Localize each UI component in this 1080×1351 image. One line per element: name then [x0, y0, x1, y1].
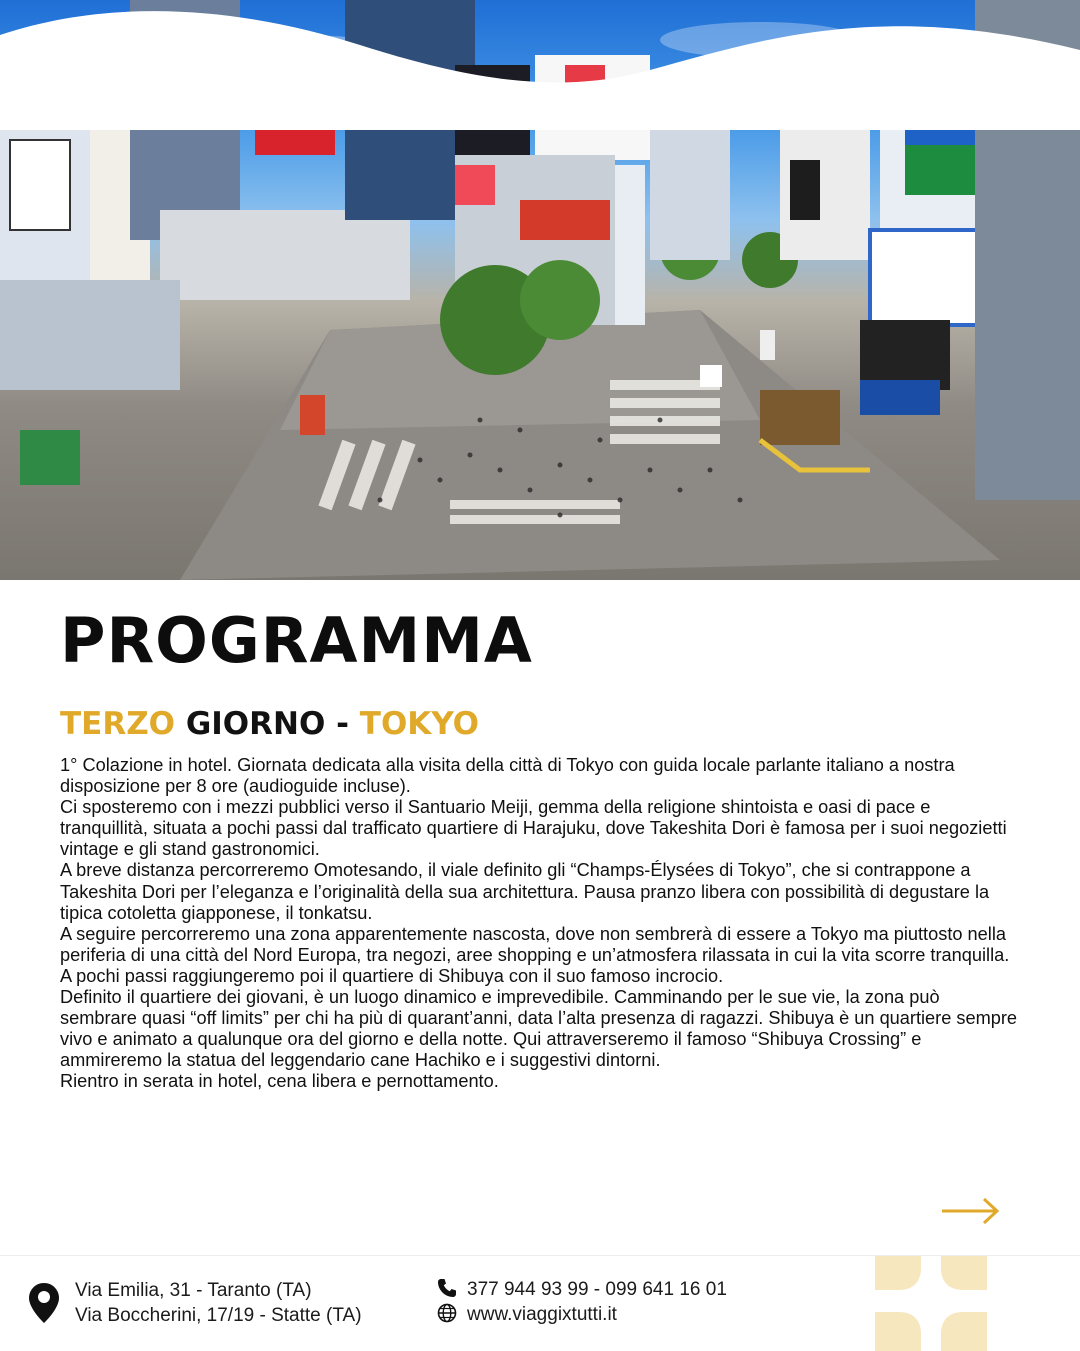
- day-city: TOKYO: [359, 706, 480, 742]
- arrow-right-icon: [940, 1192, 1002, 1230]
- address-block: [75, 1278, 362, 1328]
- program-paragraph: Ci sposteremo con i mezzi pubblici verso il Santuario Meiji, gemma della religione shintoista e oasi di pace e tranquillità, situata a pochi passi dal trafficato quartiere di Harajuku, dove Takeshita Dori è famosa per i suoi negozietti vintage e gli stand gastronomici.: [60, 797, 1007, 860]
- brand-logo-icon: [875, 1256, 987, 1351]
- program-paragraph: A seguire percorreremo una zona apparentemente nascosta, dove non sembrerà di essere a Tokyo ma piuttosto nella periferia di una città del Nord Europa, tra negozi, aree shopping e un’atmosfera rilassata in cui la vita scorre tranquilla. A pochi passi raggiungeremo poi il quartiere di Shibuya con il suo famoso incrocio.: [60, 923, 1010, 986]
- day-heading: [60, 706, 479, 742]
- globe-icon: [437, 1303, 457, 1323]
- program-description: [60, 755, 1020, 1093]
- wave-divider: [0, 0, 1080, 130]
- footer: [0, 1255, 1080, 1351]
- hero-image: [0, 0, 1080, 580]
- map-pin-icon: [28, 1282, 60, 1324]
- program-paragraph: A breve distanza percorreremo Omotesando, il viale definito gli “Champs-Élysées di Tokyo”, che si contrappone a Takeshita Dori per l’eleganza e l’originalità della sua architettura. Pausa pranzo libera con possibilità di degustare la tipica cotoletta giapponese, il tonkatsu.: [60, 860, 990, 923]
- phone-row[interactable]: [437, 1278, 727, 1301]
- day-word: GIORNO: [185, 706, 326, 742]
- program-paragraph: 1° Colazione in hotel. Giornata dedicata alla visita della città di Tokyo con guida locale parlante italiano a nostra disposizione per 8 ore (audioguide incluse).: [60, 755, 955, 797]
- website-row[interactable]: [437, 1303, 617, 1326]
- page-title: PROGRAMMA: [60, 604, 533, 677]
- program-paragraph: Rientro in serata in hotel, cena libera e pernottamento.: [60, 1071, 499, 1092]
- phone-numbers[interactable]: 377 944 93 99 - 099 641 16 01: [467, 1279, 727, 1300]
- phone-icon: [437, 1278, 457, 1298]
- day-separator: -: [336, 706, 349, 742]
- address-line-1: Via Emilia, 31 - Taranto (TA): [75, 1280, 312, 1301]
- next-button[interactable]: [940, 1192, 1002, 1230]
- address-line-2: Via Boccherini, 17/19 - Statte (TA): [75, 1305, 362, 1326]
- day-label: TERZO: [60, 706, 176, 742]
- program-paragraph: Definito il quartiere dei giovani, è un luogo dinamico e imprevedibile. Camminando per le sue vie, la zona può sembrare quasi “off limits” per chi ha più di quarant’anni, data l’alta presenza di ragazzi. Shibuya è un quartiere sempre vivo e animato a qualunque ora del giorno e della notte. Qui attraverseremo il famoso “Shibuya Crossing” e ammireremo la statua del leggendario cane Hachiko e i suggestivi dintorni.: [60, 987, 1018, 1071]
- website-link[interactable]: www.viaggixtutti.it: [467, 1304, 617, 1325]
